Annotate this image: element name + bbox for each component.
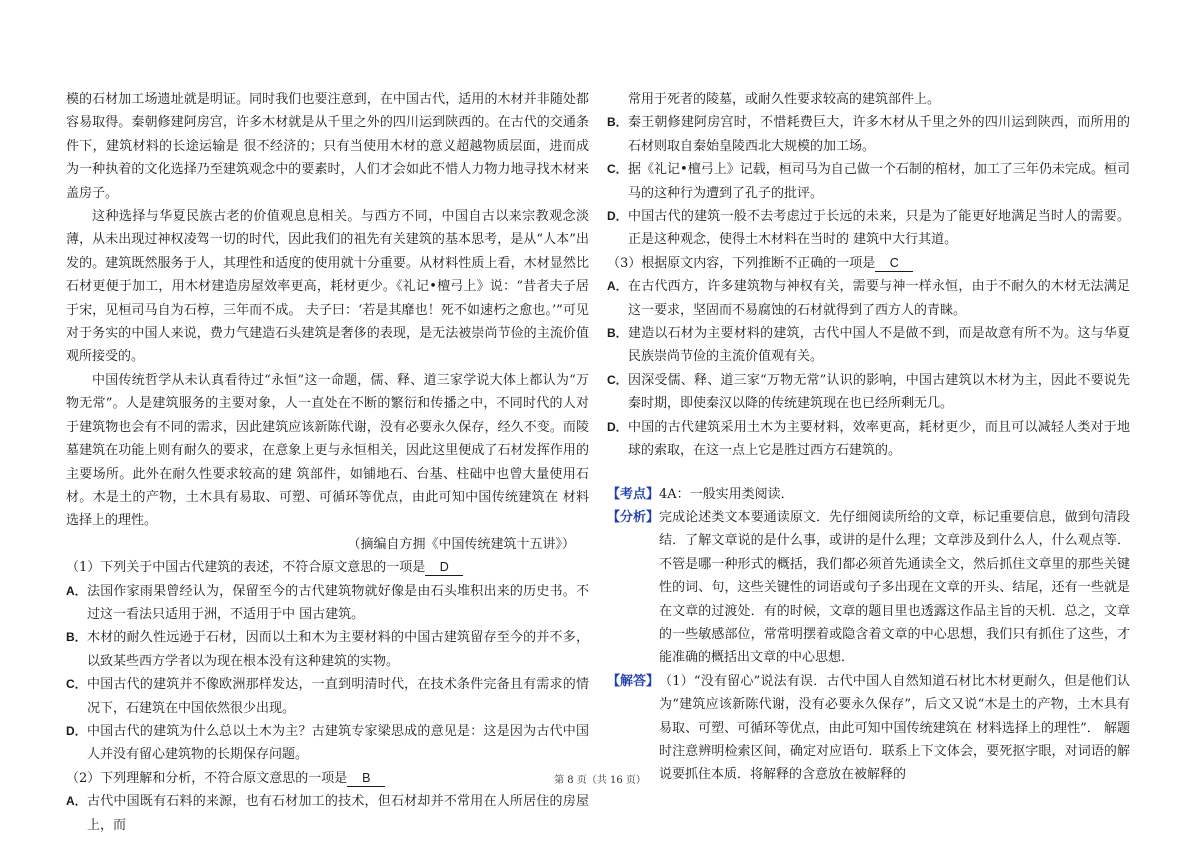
kaodian-section <box>607 483 1130 506</box>
question-2-options <box>607 111 1130 251</box>
question-2-answer: B <box>347 771 385 787</box>
page-footer: 第 8 页（共 16 页） <box>554 775 646 786</box>
question-1-answer: D <box>425 560 463 576</box>
option-text: 建造以石材为主要材料的建筑，古代中国人不是做不到，而是故意有所不为。这与华夏民族崇尚节俭的主流价值观有关。 <box>628 326 1130 365</box>
option-label: C． <box>66 677 87 692</box>
fenxi-section <box>607 506 1130 670</box>
fenxi-tag: 【分析】 <box>607 509 660 525</box>
option-label: B． <box>607 326 628 341</box>
option-label: C． <box>607 372 628 387</box>
option-text: 据《礼记•檀弓上》记载，桓司马为自己做一个石制的棺材，加工了三年仍未完成。桓司马的这种行为遭到了孔子的批评。 <box>628 162 1130 201</box>
option-row <box>66 626 589 673</box>
passage-paragraph-1: 模的石材加工场遗址就是明证。同时我们也要注意到，在中国古代，适用的木材并非随处都容易取得。秦朝修建阿房宫，许多木材就是从千里之外的四川运到陕西的。在古代的交通条件下，建筑材料的长途运输是 很不经济的；只有当使用木材的意义超越物质层面，进而成为一种执着的文化选择乃至建筑观念中的要素时，人们才会如此不惜人力物力地寻找木材来盖房子。 <box>66 92 589 201</box>
option-label: C． <box>607 162 628 177</box>
fenxi-text: 完成论述类文本要通读原文．先仔细阅读所给的文章，标记重要信息，做到句清段结．了解文章说的是什么事，或讲的是什么理；文章涉及到什么人，什么观点等．不管是哪一种形式的概括，我们都必须首先通读全文，然后抓住文章里的那些关键性的词、句，这些关键性的词语或句子多出现在文章的开头、结尾，还有一些就是在文章的过渡处．有的时候，文章的题目里也透露这作品主旨的天机．总之，文章的一些敏感部位，常常明摆着或隐含着文章的中心思想，我们只有抓住了这些，才能准确的概括出文章的中心思想． <box>659 509 1130 666</box>
passage-paragraph-3: 中国传统哲学从未认真看待过“永恒”这一命题，儒、释、道三家学说大体上都认为“万物无常”。人是建筑服务的主要对象，人一直处在不断的繁衍和传播之中，不同时代的人对于建筑物也会有不同的需求，因此建筑应该新陈代谢，没有必要永久保存，经久不变。而陵墓建筑在功能上则有耐久的要求，在意象上更与永恒相关，因此这里便成了石材发挥作用的主要场所。此外在耐久性要求较高的建 筑部件，如铺地石、台基、柱础中也曾大量使用石材。木是土的产物，土木具有易取、可塑、可循环等优点，由此可知中国传统建筑在 材料选择上的理性。 <box>66 372 589 529</box>
question-3-stem <box>607 252 1130 275</box>
option-row <box>66 790 589 837</box>
kaodian-text: 4A：一般实用类阅读． <box>659 486 794 502</box>
question-3-options <box>607 275 1130 462</box>
jieda-tag: 【解答】 <box>607 673 660 689</box>
option-text: 中国的古代建筑采用土木为主要材料，效率更高，耗材更少，而且可以减轻人类对于地球的索取，在这一点上它是胜过西方石建筑的。 <box>628 419 1130 459</box>
passage-paragraph-2: 这种选择与华夏民族古老的价值观息息相关。与西方不同，中国自古以来宗教观念淡薄，从未出现过神权凌驾一切的时代，因此我们的祖先有关建筑的基本思考，是从“人本”出发的。建筑既然服务于人，其理性和适度的使用就十分重要。从材料性质上看，木材显然比石材更便于加工，用木材建造房屋效率更高，耗材更少。《礼记•檀弓上》说：“昔者夫子居于宋，见桓司马自为石椁，三年而不成。 夫子曰：‘若是其靡也！死不如速朽之愈也。’”可见对于务实的中国人来说，费力气建造石头建筑是奢侈的表现，是无法被崇尚节俭的主流价值观所接受的。 <box>66 209 589 365</box>
kaodian-tag: 【考点】 <box>607 486 660 502</box>
option-text: 因深受儒、释、道三家“万物无常”认识的影响，中国古建筑以木材为主，因此不要说先秦时期，即使秦汉以降的传统建筑现在也已经所剩无几。 <box>628 372 1130 412</box>
option-text: 秦王朝修建阿房宫时，不惜耗费巨大，许多木材从千里之外的四川运到陕西，而所用的石材则取自秦始皇陵西北大规模的加工场。 <box>628 115 1130 154</box>
option-label: D． <box>66 723 87 738</box>
option-continuation <box>607 88 1130 111</box>
option-row <box>607 322 1130 369</box>
option-label: A． <box>66 583 87 598</box>
option-row <box>607 205 1130 252</box>
spacer <box>607 463 1130 483</box>
option-label: B． <box>607 115 628 130</box>
option-text: 古代中国既有石料的来源，也有石材加工的技术，但石材却并不常用在人所居住的房屋上，而 <box>87 794 589 833</box>
option-text: 法国作家雨果曾经认为，保留至今的古代建筑物就好像是由石头堆积出来的历史书。不过这一看法只适用于洲，不适用于中 国古建筑。 <box>87 583 589 622</box>
option-row <box>66 673 589 720</box>
option-row <box>66 720 589 767</box>
option-label: A． <box>607 279 628 294</box>
option-row <box>607 158 1130 205</box>
question-3-text: （3）根据原文内容，下列推断不正确的一项是 <box>607 255 876 271</box>
jieda-text: （1）“没有留心”说法有误．古代中国人自然知道石材比木材更耐久，但是他们认为“建筑应该新陈代谢，没有必要永久保存”，后文又说“木是土的产物，土木具有易取、可塑、可循环等优点，由此可知中国传统建筑在 材料选择上的理性”． 解题时注意辨明检索区间，确定对应语句．联系上下文体会，要死抠字眼，对词语的解说要抓住本质．将解释的含意放在被解释的 <box>659 673 1130 783</box>
option-label: D． <box>607 209 628 224</box>
left-column <box>66 88 589 837</box>
option-label: B． <box>66 630 87 645</box>
option-row <box>607 416 1130 463</box>
question-1-text: （1）下列关于中国古代建筑的表述，不符合原文意思的一项是 <box>66 560 426 576</box>
right-column <box>607 88 1130 787</box>
option-text: 在古代西方，许多建筑物与神权有关，需要与神一样永恒，由于不耐久的木材无法满足这一要求，坚固而不易腐蚀的石材就得到了西方人的青睐。 <box>628 279 1130 318</box>
question-1-stem <box>66 556 589 579</box>
question-3-answer: C <box>875 256 913 272</box>
option-text: 常用于死者的陵墓，或耐久性要求较高的建筑部件上。 <box>628 92 941 107</box>
option-row <box>607 369 1130 416</box>
option-text: 中国古代的建筑为什么总以土木为主？古建筑专家梁思成的意见是：这是因为古代中国人并没有留心建筑物的长期保存问题。 <box>87 723 589 763</box>
option-text: 木材的耐久性远逊于石材，因而以土和木为主要材料的中国古建筑留存至今的并不多，以致某些西方学者以为现在根本没有这种建筑的实物。 <box>87 630 589 669</box>
option-row <box>66 580 589 627</box>
option-row <box>607 111 1130 158</box>
option-text: 中国古代的建筑并不像欧洲那样发达，一直到明清时代，在技术条件完备且有需求的情况下，石建筑在中国依然很少出现。 <box>87 677 589 716</box>
question-2-text: （2）下列理解和分析，不符合原文意思的一项是 <box>66 770 348 786</box>
option-label: A． <box>66 794 87 809</box>
option-row <box>607 275 1130 322</box>
jieda-section <box>607 670 1130 787</box>
passage-citation: （摘编自方拥《中国传统建筑十五讲》） <box>347 536 575 552</box>
option-text: 中国古代的建筑一般不去考虑过于长远的未来，只是为了能更好地满足当时人的需要。正是这种观念，使得土木材料在当时的 建筑中大行其道。 <box>628 209 1130 248</box>
question-1-options <box>66 580 589 767</box>
option-label: D． <box>607 419 628 434</box>
